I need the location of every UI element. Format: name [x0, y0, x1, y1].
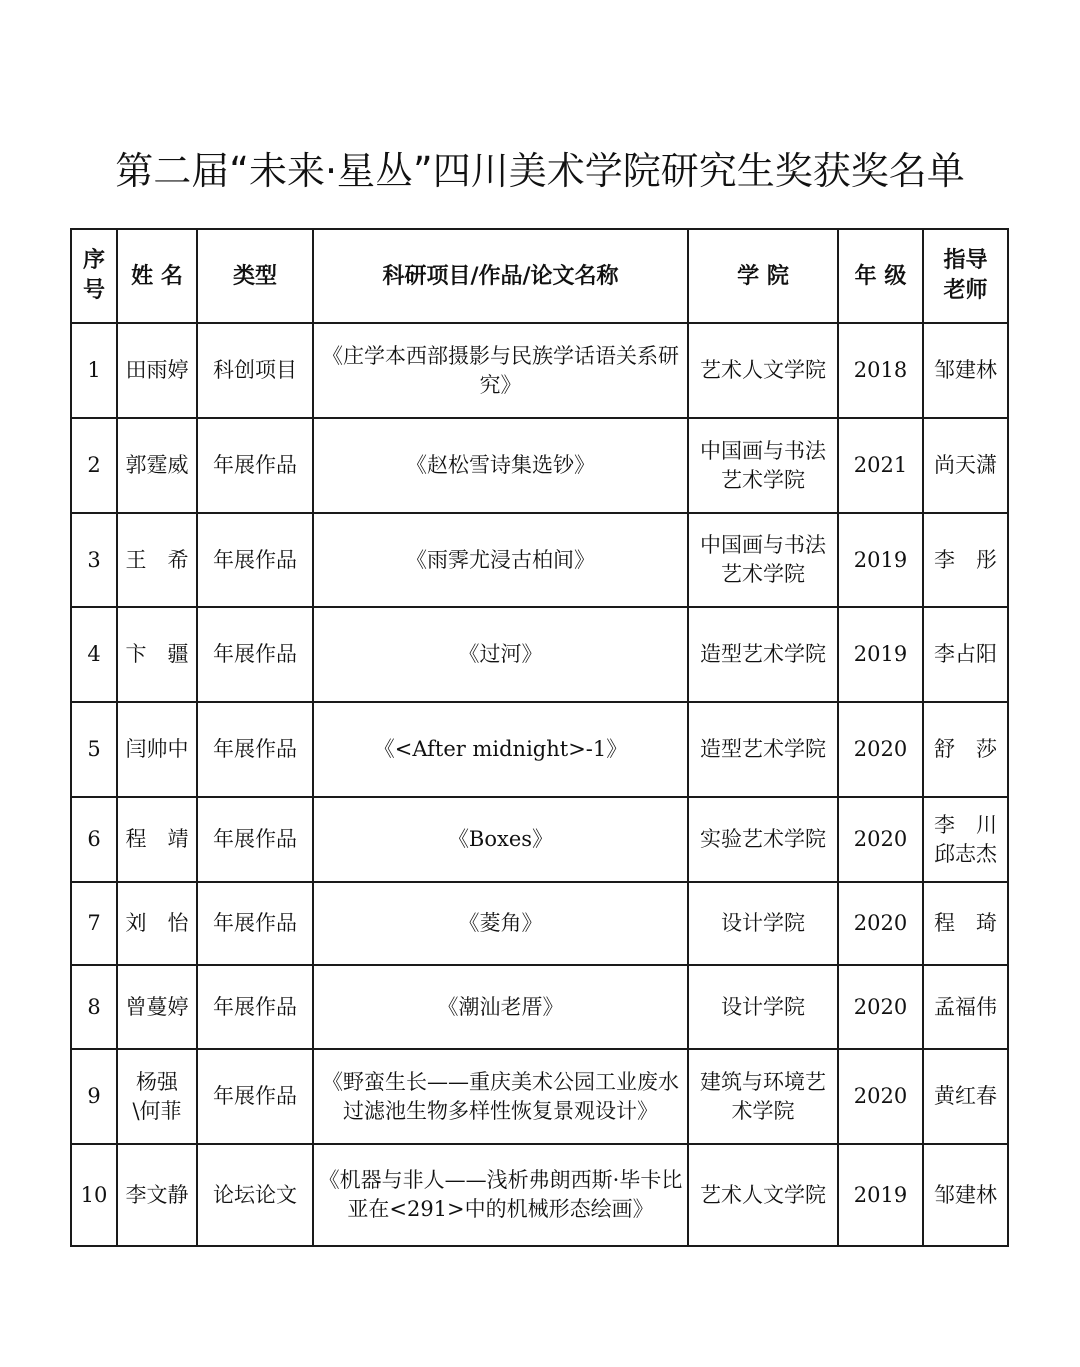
cell-year: 2019 — [838, 1144, 923, 1246]
cell-year: 2020 — [838, 882, 923, 965]
cell-title: 《庄学本西部摄影与民族学话语关系研究》 — [313, 323, 688, 418]
header-advisor: 指导老师 — [923, 229, 1008, 323]
cell-year: 2020 — [838, 797, 923, 882]
cell-idx: 10 — [71, 1144, 117, 1246]
cell-type: 年展作品 — [197, 965, 313, 1049]
cell-name: 杨强\何菲 — [117, 1049, 197, 1144]
cell-name: 田雨婷 — [117, 323, 197, 418]
cell-college: 造型艺术学院 — [688, 607, 838, 702]
cell-idx: 9 — [71, 1049, 117, 1144]
cell-idx: 5 — [71, 702, 117, 797]
cell-year: 2020 — [838, 965, 923, 1049]
cell-title: 《机器与非人——浅析弗朗西斯·毕卡比亚在<291>中的机械形态绘画》 — [313, 1144, 688, 1246]
cell-idx: 4 — [71, 607, 117, 702]
cell-advisor: 李 彤 — [923, 513, 1008, 607]
cell-type: 年展作品 — [197, 1049, 313, 1144]
cell-title: 《赵松雪诗集选钞》 — [313, 418, 688, 513]
cell-advisor: 舒 莎 — [923, 702, 1008, 797]
cell-type: 年展作品 — [197, 702, 313, 797]
cell-title: 《Boxes》 — [313, 797, 688, 882]
cell-idx: 2 — [71, 418, 117, 513]
header-college: 学 院 — [688, 229, 838, 323]
cell-advisor: 邹建林 — [923, 323, 1008, 418]
cell-advisor: 黄红春 — [923, 1049, 1008, 1144]
table-row — [71, 418, 1008, 513]
cell-college: 艺术人文学院 — [688, 323, 838, 418]
cell-name: 曾蔓婷 — [117, 965, 197, 1049]
cell-name: 刘 怡 — [117, 882, 197, 965]
table-row — [71, 882, 1008, 965]
cell-name: 卞 疆 — [117, 607, 197, 702]
header-idx: 序号 — [71, 229, 117, 323]
header-work: 科研项目/作品/论文名称 — [313, 229, 688, 323]
cell-name: 程 靖 — [117, 797, 197, 882]
cell-advisor: 李占阳 — [923, 607, 1008, 702]
cell-type: 年展作品 — [197, 797, 313, 882]
cell-idx: 1 — [71, 323, 117, 418]
cell-college: 设计学院 — [688, 882, 838, 965]
cell-advisor: 孟福伟 — [923, 965, 1008, 1049]
table-row — [71, 1144, 1008, 1246]
cell-title: 《雨霁尤浸古柏间》 — [313, 513, 688, 607]
table-header-row — [71, 229, 1008, 323]
cell-college: 设计学院 — [688, 965, 838, 1049]
cell-college: 中国画与书法艺术学院 — [688, 513, 838, 607]
cell-idx: 8 — [71, 965, 117, 1049]
header-type: 类型 — [197, 229, 313, 323]
cell-year: 2020 — [838, 702, 923, 797]
cell-title: 《过河》 — [313, 607, 688, 702]
cell-advisor: 李 川 邱志杰 — [923, 797, 1008, 882]
header-year: 年 级 — [838, 229, 923, 323]
table-row — [71, 702, 1008, 797]
cell-type: 论坛论文 — [197, 1144, 313, 1246]
cell-name: 闫帅中 — [117, 702, 197, 797]
cell-college: 实验艺术学院 — [688, 797, 838, 882]
cell-type: 科创项目 — [197, 323, 313, 418]
cell-type: 年展作品 — [197, 607, 313, 702]
cell-college: 建筑与环境艺术学院 — [688, 1049, 838, 1144]
header-name: 姓 名 — [117, 229, 197, 323]
cell-college: 中国画与书法艺术学院 — [688, 418, 838, 513]
cell-type: 年展作品 — [197, 418, 313, 513]
cell-year: 2021 — [838, 418, 923, 513]
table-row — [71, 323, 1008, 418]
table-body — [71, 323, 1008, 1246]
cell-type: 年展作品 — [197, 882, 313, 965]
cell-advisor: 程 琦 — [923, 882, 1008, 965]
page-title: 第二届“未来·星丛”四川美术学院研究生奖获奖名单 — [115, 149, 965, 193]
cell-year: 2020 — [838, 1049, 923, 1144]
table-row — [71, 1049, 1008, 1144]
cell-name: 李文静 — [117, 1144, 197, 1246]
cell-title: 《潮汕老厝》 — [313, 965, 688, 1049]
cell-name: 郭霆威 — [117, 418, 197, 513]
table-row — [71, 607, 1008, 702]
cell-advisor: 尚天潇 — [923, 418, 1008, 513]
cell-type: 年展作品 — [197, 513, 313, 607]
table-row — [71, 797, 1008, 882]
cell-year: 2019 — [838, 607, 923, 702]
awards-table — [70, 228, 1009, 1247]
table-row — [71, 965, 1008, 1049]
cell-college: 造型艺术学院 — [688, 702, 838, 797]
cell-name: 王 希 — [117, 513, 197, 607]
cell-advisor: 邹建林 — [923, 1144, 1008, 1246]
cell-title: 《菱角》 — [313, 882, 688, 965]
cell-year: 2018 — [838, 323, 923, 418]
table-row — [71, 513, 1008, 607]
cell-college: 艺术人文学院 — [688, 1144, 838, 1246]
cell-idx: 7 — [71, 882, 117, 965]
cell-title: 《野蛮生长——重庆美术公园工业废水过滤池生物多样性恢复景观设计》 — [313, 1049, 688, 1144]
cell-title: 《<After midnight>-1》 — [313, 702, 688, 797]
cell-idx: 6 — [71, 797, 117, 882]
cell-year: 2019 — [838, 513, 923, 607]
cell-idx: 3 — [71, 513, 117, 607]
